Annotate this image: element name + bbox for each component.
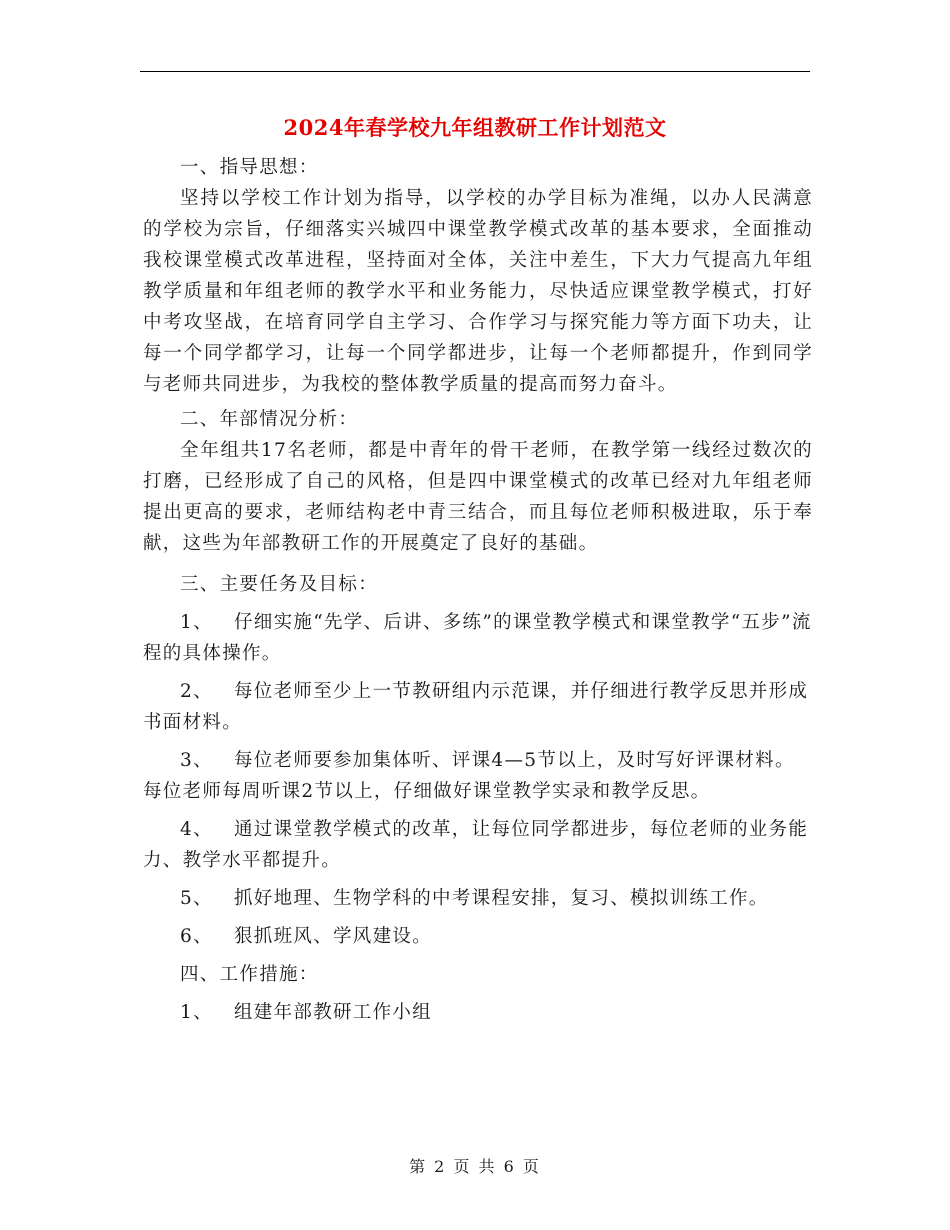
list-item: 3、 每位老师要参加集体听、评课4—5节以上，及时写好评课材料。每位老师每周听课2节以上，仔细做好课堂教学实录和教学反思。	[143, 750, 795, 802]
section-heading-1: 一、指导思想：	[180, 157, 319, 178]
section-heading-3: 三、主要任务及目标：	[180, 574, 379, 595]
list-item: 4、 通过课堂教学模式的改革，让每位同学都进步，每位老师的业务能力、教学水平都提升。	[143, 819, 809, 871]
document-body	[143, 148, 813, 1028]
list-item: 1、 组建年部教研工作小组	[180, 1002, 433, 1023]
header-rule	[140, 71, 810, 72]
section-heading-2: 二、年部情况分析：	[180, 409, 359, 430]
document-title: 2024年春学校九年组教研工作计划范文	[283, 115, 667, 140]
section-heading-4: 四、工作措施：	[180, 964, 319, 985]
page-footer: 第 2 页 共 6 页	[409, 1157, 541, 1176]
list-item: 5、 抓好地理、生物学科的中考课程安排，复习、模拟训练工作。	[180, 888, 769, 909]
section-paragraph-2: 全年组共17名老师，都是中青年的骨干老师，在教学第一线经过数次的打磨，已经形成了自己的风格，但是四中课堂模式的改革已经对九年组老师提出更高的要求，老师结构老中青三结合，而且每位老师积极进取，乐于奉献，这些为年部教研工作的开展奠定了良好的基础。	[143, 440, 813, 554]
list-item: 6、 狠抓班风、学风建设。	[180, 926, 433, 947]
section-paragraph-1: 坚持以学校工作计划为指导，以学校的办学目标为准绳，以办人民满意的学校为宗旨，仔细落实兴城四中课堂教学模式改革的基本要求，全面推动我校课堂模式改革进程，坚持面对全体，关注中差生，下大力气提高九年组教学质量和年组老师的教学水平和业务能力，尽快适应课堂教学模式，打好中考攻坚战，在培育同学自主学习、合作学习与探究能力等方面下功夫，让每一个同学都学习，让每一个同学都进步，让每一个老师都提升，作到同学与老师共同进步，为我校的整体教学质量的提高而努力奋斗。	[143, 188, 813, 395]
list-item: 1、 仔细实施“先学、后讲、多练”的课堂教学模式和课堂教学“五步”流程的具体操作。	[143, 612, 812, 664]
list-item: 2、 每位老师至少上一节教研组内示范课，并仔细进行教学反思并形成书面材料。	[143, 681, 809, 733]
